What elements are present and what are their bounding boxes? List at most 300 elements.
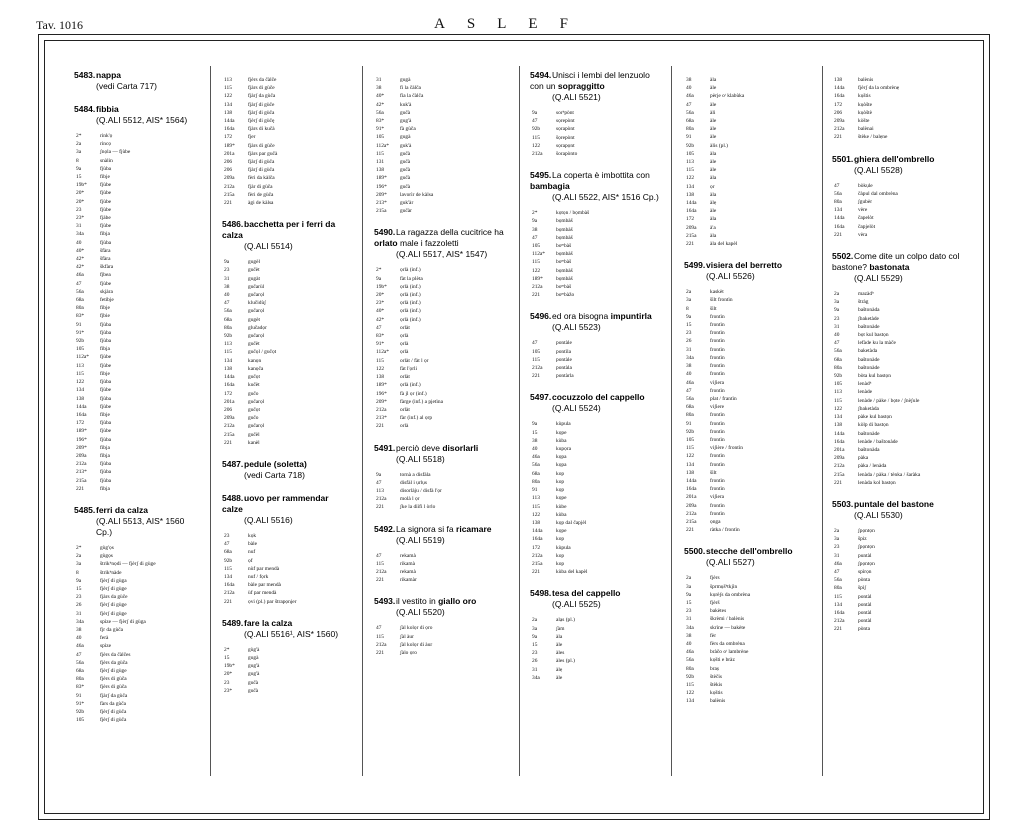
dialect-form: pèrje oᵗ klabùka [710, 93, 745, 100]
dialect-form: gučèt [248, 341, 260, 348]
survey-point: 134 [834, 601, 843, 608]
survey-point: 2a [76, 141, 82, 148]
survey-point: 144a [834, 215, 845, 222]
survey-point: 92b [686, 142, 695, 149]
response-row [684, 199, 810, 207]
response-row [832, 109, 974, 117]
dialect-form: kụòšte [858, 101, 873, 108]
dialect-form: kọpe [556, 528, 567, 535]
survey-point: 34a [76, 618, 84, 625]
response-row [832, 543, 974, 551]
dialect-form: pònta [858, 577, 870, 584]
dialect-form: bàle par mendà [248, 582, 281, 589]
survey-point: 26 [532, 658, 538, 665]
survey-point: 80a [532, 478, 540, 485]
entry-heading [832, 251, 974, 284]
response-row [74, 610, 200, 618]
response-row [530, 478, 662, 486]
response-row [684, 502, 810, 510]
response-row [684, 379, 810, 387]
survey-point: 47 [376, 625, 382, 632]
survey-point: 221 [376, 577, 385, 584]
response-row [374, 332, 512, 340]
response-row [222, 183, 350, 191]
response-row [530, 209, 662, 217]
dialect-form: fàt l'ọrli [400, 365, 417, 372]
response-row [832, 454, 974, 462]
survey-point: 212a [834, 126, 845, 133]
survey-point: 20* [224, 671, 233, 678]
survey-point: 115 [532, 503, 540, 510]
survey-point: 56a [376, 109, 384, 116]
response-row [832, 446, 974, 454]
dialect-form: gùgọs [100, 553, 113, 560]
survey-point: 172 [532, 544, 541, 551]
survey-point: 68a [686, 118, 694, 125]
dialect-form: pontàl [858, 618, 872, 625]
dialect-form: ọrlà (inf.) [400, 316, 421, 323]
response-row [222, 199, 350, 207]
response-row [74, 419, 200, 427]
survey-point: 19b* [224, 663, 235, 670]
response-row [374, 422, 512, 430]
dialect-form: fibje [100, 174, 110, 181]
survey-point: 15 [686, 599, 692, 606]
survey-point: 31 [76, 610, 82, 617]
entry-number: 5496. [530, 311, 552, 322]
survey-point: 2a [76, 553, 82, 560]
response-row [832, 430, 974, 438]
dialect-form: kupọra [556, 446, 571, 453]
entry-number: 5501. [832, 153, 854, 164]
response-row [74, 675, 200, 683]
response-row [530, 625, 662, 633]
response-row [74, 569, 200, 577]
survey-point: 3a [686, 583, 692, 590]
dialect-form: fjùba [100, 338, 112, 345]
response-row [684, 697, 810, 705]
response-row [374, 174, 512, 182]
dialect-form: ọrlà [400, 349, 409, 356]
dialect-form: ọrlà (inf.) [400, 292, 421, 299]
dialect-form: fjùba [100, 329, 112, 336]
response-row [222, 540, 350, 548]
survey-point: 56a [834, 348, 842, 355]
response-row [530, 348, 662, 356]
response-row [74, 618, 200, 626]
survey-point: 92b [686, 428, 695, 435]
survey-point: 221 [834, 134, 843, 141]
response-row [684, 632, 810, 640]
dialect-form: fjàrs di kučà [248, 126, 275, 133]
dialect-form: kọp [556, 487, 565, 494]
dialect-form: frontìn [710, 486, 725, 493]
survey-point: 138 [686, 469, 695, 476]
dialect-form: sọrapònt [556, 126, 575, 133]
dialect-form: àla del kapèl [710, 241, 738, 248]
survey-point: 91 [686, 420, 692, 427]
survey-point: 68a [224, 316, 232, 323]
entry-question: La coperta è imbottita con [552, 170, 650, 181]
dialect-form: ọrlà (inf.) [400, 308, 421, 315]
survey-point: 122 [224, 93, 233, 100]
survey-point: 164a [686, 208, 697, 215]
response-row [74, 206, 200, 214]
response-row [222, 299, 350, 307]
survey-point: 209* [376, 398, 387, 405]
survey-point: 23 [834, 544, 840, 551]
survey-point: 164a [686, 486, 697, 493]
response-row [684, 207, 810, 215]
survey-point: 164a [834, 609, 845, 616]
entry-heading [374, 524, 512, 546]
entry-keyword: sopraggitto [557, 81, 605, 91]
survey-point: 46a [686, 93, 694, 100]
response-row [684, 444, 810, 452]
response-row [374, 133, 512, 141]
dialect-form: fibje [100, 305, 110, 312]
survey-point: 9a [686, 313, 692, 320]
response-row [374, 568, 512, 576]
entry-heading [530, 70, 662, 103]
survey-point: 209a [224, 175, 235, 182]
entry-question: il vestito in [396, 596, 436, 607]
response-row [832, 190, 974, 198]
dialect-form: àlẹ [556, 666, 563, 673]
dialect-form: kọštis [710, 690, 723, 697]
response-row [74, 626, 200, 634]
entry-section [74, 104, 200, 493]
dialect-form: spìze [100, 643, 112, 650]
response-row [684, 648, 810, 656]
survey-point: 2* [376, 267, 382, 274]
dialect-form: ʃàl kolọr di àur [400, 641, 433, 648]
dialect-form: gučà [400, 150, 411, 157]
dialect-form: ọrlà (inf.) [400, 382, 421, 389]
response-row [222, 142, 350, 150]
response-row [222, 174, 350, 182]
entry-question-end: male i fazzoletti [400, 238, 459, 249]
survey-point: 80a [76, 305, 84, 312]
survey-point: 83* [376, 118, 385, 125]
response-row [684, 387, 810, 395]
dialect-form: rikamà [400, 560, 415, 567]
dialect-form: fà gùča [400, 126, 416, 133]
dialect-form: fìa la čàlča [400, 93, 424, 100]
response-row [530, 486, 662, 494]
survey-point: 189* [376, 175, 387, 182]
response-row [832, 223, 974, 231]
survey-point: 9a [532, 218, 538, 225]
response-row [74, 577, 200, 585]
entry-heading [684, 546, 810, 568]
dialect-form: fjer [248, 134, 256, 141]
entry-keyword: ricamare [456, 523, 492, 534]
response-row [222, 548, 350, 556]
response-row [684, 125, 810, 133]
dialect-form: bọmbàš [556, 218, 573, 225]
entry-title: ferri da calza [96, 504, 148, 515]
survey-point: 9a [532, 421, 538, 428]
survey-point: 23 [224, 679, 230, 686]
dialect-form: šìlt [710, 305, 717, 312]
survey-point: 221 [532, 292, 541, 299]
response-row [374, 414, 512, 422]
dialect-form: fjùbe [100, 223, 112, 230]
entry-number: 5493. [374, 596, 396, 607]
response-row [222, 275, 350, 283]
survey-point: 31 [686, 346, 692, 353]
survey-point: 105 [686, 150, 695, 157]
dialect-form: orlàt [400, 324, 410, 331]
survey-point: 115 [686, 445, 694, 452]
survey-point: 201a [224, 398, 235, 405]
dialect-form: fàrge (inf.) a pjetìna [400, 398, 444, 405]
survey-point: 34a [686, 354, 694, 361]
survey-point: 105 [532, 348, 541, 355]
response-row [74, 255, 200, 263]
response-list [530, 420, 662, 576]
response-row [374, 495, 512, 503]
dialect-form: frontìn [710, 313, 725, 320]
survey-point: 83* [76, 313, 85, 320]
survey-point: 80a [834, 364, 842, 371]
entry-source: (Q.ALI 5530) [854, 509, 903, 520]
response-row [222, 373, 350, 381]
response-row [684, 296, 810, 304]
response-row [222, 84, 350, 92]
response-row [530, 552, 662, 560]
response-row [832, 84, 974, 92]
survey-point: 212a [532, 284, 543, 291]
survey-point: 212a [532, 365, 543, 372]
response-row [832, 133, 974, 141]
response-row [832, 290, 974, 298]
survey-point: 34a [686, 624, 694, 631]
response-row [374, 398, 512, 406]
survey-point: 91 [686, 134, 692, 141]
response-row [374, 390, 512, 398]
dialect-form: ʃpọntọn [858, 544, 875, 551]
survey-point: 80a [834, 199, 842, 206]
dialect-form: skjàra [100, 288, 113, 295]
response-list [222, 258, 350, 447]
response-row [74, 321, 200, 329]
response-row [74, 280, 200, 288]
response-row [832, 347, 974, 355]
dialect-form: fjùba [100, 239, 112, 246]
survey-point: 215a [376, 208, 387, 215]
response-row [530, 535, 662, 543]
entry-heading [222, 459, 350, 481]
survey-point: 212a [834, 463, 845, 470]
dialect-form: fjàrʃ di gùče [248, 101, 275, 108]
dialect-form: spìze — fjèrʃ di gùga [100, 618, 146, 625]
response-row [222, 598, 350, 606]
survey-point: 105 [532, 243, 541, 250]
entry-number: 5490. [374, 227, 396, 238]
response-row [530, 527, 662, 535]
dialect-form: kanọn [248, 357, 262, 364]
column-5 [684, 70, 810, 790]
response-row [374, 316, 512, 324]
response-row [530, 633, 662, 641]
entry-question: La signora si fa [396, 523, 454, 534]
response-row [74, 288, 200, 296]
dialect-form: kop [556, 560, 565, 567]
entry-keyword: bambagia [530, 181, 570, 192]
response-row [832, 306, 974, 314]
dialect-form: frontìn [710, 371, 725, 378]
survey-point: 213* [376, 200, 387, 207]
survey-point: 68a [532, 470, 540, 477]
dialect-form: ọnga [710, 518, 721, 525]
dialect-form: fjr da gùča [100, 626, 124, 633]
response-row [74, 263, 200, 271]
entry-number: 5486. [222, 219, 244, 230]
dialect-form: fjàr di gùča [248, 183, 273, 190]
response-row [684, 526, 810, 534]
response-row [74, 460, 200, 468]
survey-point: 215a [224, 191, 235, 198]
dialect-form: gučarọl [248, 292, 265, 299]
entry-heading [74, 70, 200, 92]
entry-title: tesa del cappello [552, 588, 621, 599]
dialect-form: fjùba [100, 321, 112, 328]
survey-point: 91* [76, 329, 85, 336]
response-row [684, 656, 810, 664]
entry-heading [74, 104, 200, 126]
response-row [74, 642, 200, 650]
response-row [374, 166, 512, 174]
entry-section [374, 227, 512, 430]
response-row [74, 468, 200, 476]
response-row [222, 581, 350, 589]
entry-title: puntale del bastone [854, 498, 934, 509]
survey-point: 20* [76, 198, 85, 205]
dialect-form: ọr [710, 183, 715, 190]
dialect-form: šorapònto [556, 151, 578, 158]
response-row [530, 125, 662, 133]
response-row [832, 231, 974, 239]
survey-point: 31 [834, 323, 840, 330]
dialect-form: rikamàr [400, 577, 417, 584]
dialect-form: vère [858, 207, 868, 214]
dialect-form: gučà [400, 109, 411, 116]
dialect-form: kùbe [556, 503, 567, 510]
dialect-form: alạs (pl.) [556, 617, 575, 624]
survey-point: 20* [76, 190, 85, 197]
entry-number: 5497. [530, 392, 552, 403]
survey-point: 144a [686, 200, 697, 207]
dialect-form: ùf par mendà [248, 590, 277, 597]
survey-point: 15 [686, 322, 692, 329]
entry-keyword: disorlarli [442, 442, 479, 453]
response-row [374, 381, 512, 389]
dialect-form: ʃke la diìfi l òrlo [400, 504, 436, 511]
survey-point: 221 [834, 231, 843, 238]
survey-point: 209a [686, 502, 697, 509]
entry-heading [530, 311, 662, 333]
dialect-form: štràg [858, 299, 869, 306]
dialect-form: fjèrʃ di gùge [100, 610, 127, 617]
survey-point: 138 [224, 365, 233, 372]
response-row [74, 544, 200, 552]
dialect-form: gučà [400, 167, 411, 174]
dialect-form: kop [556, 478, 565, 485]
dialect-form: àla [710, 175, 717, 182]
survey-point: 134 [224, 101, 233, 108]
entry-section [222, 219, 350, 447]
response-row [222, 101, 350, 109]
dialect-form: gučà [400, 183, 411, 190]
dialect-form: balènai [858, 126, 874, 133]
response-row [684, 313, 810, 321]
response-row [222, 117, 350, 125]
response-row [530, 234, 662, 242]
survey-point: 113 [224, 77, 232, 83]
dialect-form: rekamà [400, 552, 416, 559]
entry-heading [374, 443, 512, 465]
survey-point: 56a [76, 288, 84, 295]
survey-point: 92b [224, 333, 233, 340]
dialect-form: lenàda kol bastọn [858, 479, 896, 486]
survey-point: 23 [76, 206, 82, 213]
survey-point: 122 [686, 690, 695, 697]
dialect-form: gučà [248, 679, 259, 686]
entry-heading [222, 493, 350, 526]
survey-point: 134 [686, 461, 695, 468]
dialect-form: àle [710, 118, 717, 125]
dialect-form: lenàde / pàke / bọte / ʃnèʃule [858, 397, 920, 404]
response-row [222, 381, 350, 389]
response-row [374, 266, 512, 274]
survey-point: 115 [76, 370, 84, 377]
survey-point: 122 [686, 175, 695, 182]
survey-point: 83* [376, 333, 385, 340]
dialect-form: frontìn [710, 436, 725, 443]
response-list [222, 646, 350, 695]
response-row [684, 640, 810, 648]
dialect-form: gugèt [248, 316, 260, 323]
survey-point: 38 [532, 226, 538, 233]
dialect-form: frontìn [710, 330, 725, 337]
response-row [530, 544, 662, 552]
dialect-form: vìʃiera [710, 379, 725, 386]
entry-title: nappa [96, 70, 122, 80]
dialect-form: sọrapọnt [556, 142, 575, 149]
response-row [832, 609, 974, 617]
response-row [374, 207, 512, 215]
survey-point: 9a [532, 633, 538, 640]
dialect-form: fjùba [100, 461, 112, 468]
dialect-form: molà l ọr [400, 496, 420, 503]
dialect-form: àla [710, 191, 717, 198]
entry-source: (Q.ALI 5525) [552, 599, 601, 610]
response-row [74, 362, 200, 370]
dialect-form: snàlin [100, 157, 113, 164]
entry-section [832, 154, 974, 239]
survey-point: 201a [834, 446, 845, 453]
entry-title: pedule (soletta) [244, 458, 307, 469]
entry-source: (Q.ALI 5527) [706, 557, 755, 568]
response-row [74, 601, 200, 609]
response-row [74, 716, 200, 724]
survey-point: 113 [224, 341, 232, 348]
entry-heading [222, 219, 350, 252]
response-row [684, 215, 810, 223]
dialect-form: mazàdʰ [858, 291, 874, 298]
